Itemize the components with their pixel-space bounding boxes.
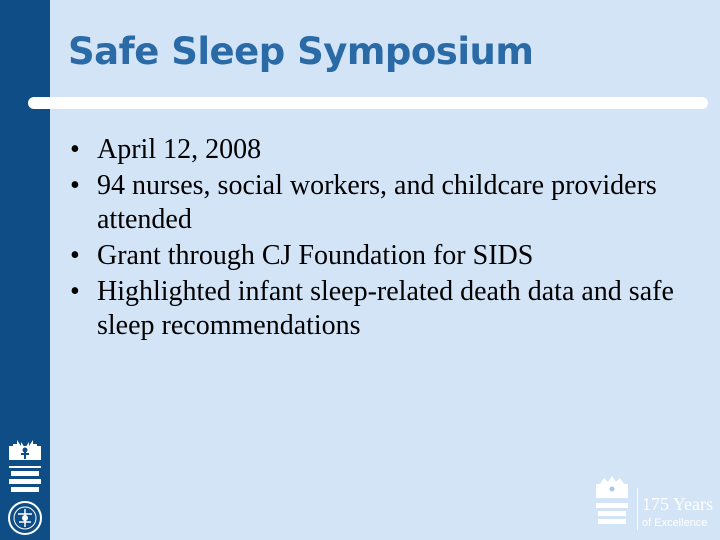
anniversary-subtitle: of Excellence xyxy=(642,517,708,529)
bullet-item xyxy=(70,169,700,237)
public-health-small-logo-icon xyxy=(592,476,632,532)
bullet-marker: • xyxy=(70,134,80,165)
bullet-text: Highlighted infant sleep-related death data and safe sleep recommendations xyxy=(97,276,674,341)
bullet-marker: • xyxy=(70,240,80,271)
slide-title: Safe Sleep Symposium xyxy=(68,30,534,73)
bullet-marker: • xyxy=(70,170,80,201)
bullet-text: April 12, 2008 xyxy=(97,134,262,165)
bullet-text: Grant through CJ Foundation for SIDS xyxy=(97,240,534,271)
anniversary-divider xyxy=(637,488,638,530)
bullet-item xyxy=(70,133,700,167)
anniversary-years-text: 175 Years xyxy=(642,494,714,514)
bullet-item xyxy=(70,275,700,343)
title-underline-rule xyxy=(28,97,708,109)
city-seal-icon xyxy=(7,500,43,536)
anniversary-mark xyxy=(592,476,714,534)
bullet-list xyxy=(70,133,700,345)
bullet-text: 94 nurses, social workers, and childcare providers attended xyxy=(97,170,657,235)
public-health-logo-icon xyxy=(5,438,45,494)
bullet-item xyxy=(70,239,700,273)
bullet-marker: • xyxy=(70,276,80,307)
